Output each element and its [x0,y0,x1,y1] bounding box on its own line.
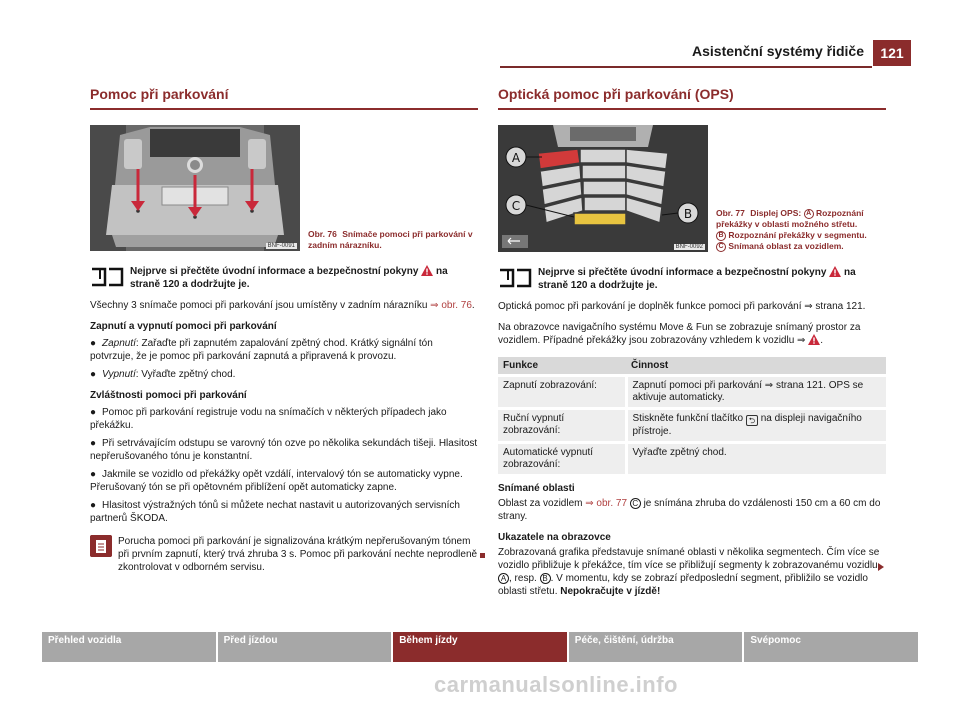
warning-triangle-icon [829,266,841,277]
figure-76-row [90,125,478,251]
intro-paragraph [90,299,478,312]
sensed-text-pre: Oblast za vozidlem [498,498,583,509]
table-cell: Ruční vypnutí zobrazování: [498,409,626,443]
function-button-icon: ⮌ [746,415,758,426]
table-cell: Automatické vypnutí zobrazování: [498,443,626,475]
safety-note [498,266,886,292]
rear-bumper-illustration [90,125,300,251]
caption-title: Displej OPS: [750,208,802,218]
section-end-mark [480,553,485,558]
list-item: ● Při setrvávajícím odstupu se varovný tón ozve po několika sekundách tišeji. Hlasitost nepřerušovaného tónu je konstantní. [90,438,478,462]
safety-note [90,265,478,291]
ops-paragraph-2: Na obrazovce navigačního systému Move & Fun se zobrazuje snímaný prostor za vozidlem. Případné překážky jsou zobrazovány vzhledem k vozidlu ⇒ . [498,322,861,346]
marker-b: B [540,573,551,584]
marker-a: A [498,573,509,584]
bullet-label: Zapnutí [102,338,136,349]
caption-text: Snímače pomoci při parkování v zadním nárazníku. [308,229,473,250]
intro-text: Všechny 3 snímače pomoci při parkování jsou umístěny v zadním nárazníku [90,300,428,311]
caption-marker-b: B [716,231,726,241]
figure-77-caption [716,208,886,252]
page-header [0,0,960,90]
table-cell [626,409,886,443]
table-header-action: Činnost [626,357,886,376]
bullet-text: Pomoc při parkování registruje vodu na snímačích v některých případech jako překážku. [90,407,447,431]
caption-b: Rozpoznání překážky v segmentu. [728,230,867,240]
note-text-post: na straně 120 a dodržujte je. [538,267,856,291]
figure-76-caption [308,229,478,251]
section-title-ops: Optická pomoc při parkování (OPS) [498,86,886,110]
indicators-text-b: , resp. [509,573,537,584]
caption-marker-a: A [804,209,814,219]
table-header-function: Funkce [498,357,626,376]
indicators-warning: Nepokračujte v jízdě! [560,586,661,597]
sensed-text-post: je snímána zhruba do vzdálenosti 150 cm a 60 cm do strany. [498,498,881,522]
tab-care-cleaning-maintenance[interactable]: Péče, čištění, údržba [569,632,743,662]
tab-before-driving[interactable]: Před jízdou [218,632,392,662]
left-column [90,86,478,574]
table-cell: Zapnutí zobrazování: [498,376,626,409]
bullet-text: Jakmile se vozidlo od překážky opět vzdálí, intervalový tón se automaticky vypne. Přerušovaný tón se při opětovném přiblížení opět automaticky zapne. [90,469,463,493]
figure-code: BNF-0091 [267,243,295,249]
subheading-screen-indicators: Ukazatele na obrazovce [498,532,611,543]
note-text-post: na straně 120 a dodržujte je. [130,266,448,290]
watermark: carmanualsonline.info [434,672,678,697]
caption-a: Rozpoznání překážky v oblasti možného střetu. [716,208,864,229]
figure-77-row [498,125,886,252]
list-item: ● Jakmile se vozidlo od překážky opět vzdálí, intervalový tón se automaticky vypne. Přerušovaný tón se při opětovném přiblížení opět automaticky zapne. [90,469,463,493]
book-icon [498,266,532,288]
tab-while-driving[interactable]: Během jízdy [393,632,567,662]
ops-display-illustration [498,125,708,252]
header-rule [500,66,872,68]
figure-code: BNF-0092 [675,244,703,250]
table-row [498,376,886,409]
label-a: A [511,151,521,165]
list-item: ● Pomoc při parkování registruje vodu na snímačích v některých případech jako překážku. [90,407,447,431]
page-number: 121 [873,40,911,66]
info-text: Porucha pomoci při parkování je signalizována krátkým nepřerušovaným tónem při prvním zapnutí, který trvá zhruba 3 s. Pomoc při parkování nechte neprodleně zkontrolovat v odborném servisu. [118,536,478,573]
sensed-areas-paragraph [498,497,886,523]
list-item: ● Zapnutí: Zařaďte při zapnutém zapalování zpětný chod. Krátký signální tón potvrzuje, že je pomoc při parkování zapnutá a připravená k provozu. [90,338,433,362]
table-row [498,443,886,475]
info-note [90,535,478,574]
ops-paragraph-1: Optická pomoc při parkování je doplněk funkce pomoci při parkování ⇒ strana 121. [498,301,866,312]
continue-arrow-icon [878,563,884,571]
section-title-parking-aid: Pomoc při parkování [90,86,478,110]
intro-end: . [471,300,475,311]
caption-number: Obr. 76 [308,229,337,239]
bullet-text: Při setrvávajícím odstupu se varovný tón ozve po několika sekundách tišeji. Hlasitost nepřerušovaného tónu je konstantní. [90,438,478,462]
warning-triangle-icon [808,334,820,345]
label-b: B [683,207,693,221]
indicators-paragraph [498,546,886,598]
table-row [498,409,886,443]
label-c: C [511,199,521,213]
caption-number: Obr. 77 [716,208,745,218]
chapter-tabs [42,632,918,662]
warning-triangle-icon [421,265,433,276]
tab-vehicle-overview[interactable]: Přehled vozidla [42,632,216,662]
chapter-title: Asistenční systémy řidiče [692,43,864,59]
right-column [498,86,886,598]
caption-marker-c: C [716,242,726,252]
figure-76 [90,125,300,251]
note-text-pre: Nejprve si přečtěte úvodní informace a bezpečnostní pokyny [538,267,827,278]
bullet-text: : Vyřaďte zpětný chod. [135,369,236,380]
subheading-specifics: Zvláštnosti pomoci při parkování [90,390,247,401]
caption-c: Snímaná oblast za vozidlem. [728,241,844,251]
ops-function-table [498,357,886,474]
indicators-text-c: . V momentu, kdy se zobrazí předposlední segment, přibližilo se vozidlo oblasti střetu. [498,573,868,597]
figure-77 [498,125,708,252]
table-cell-text: Stiskněte funkční tlačítko [632,413,744,424]
list-item: ● Vypnutí: Vyřaďte zpětný chod. [90,369,236,380]
subheading-sensed-areas: Snímané oblasti [498,483,575,494]
tab-self-help[interactable]: Svépomoc [744,632,918,662]
table-cell: Vyřaďte zpětný chod. [626,443,886,475]
list-item: ● Hlasitost výstražných tónů si můžete nechat nastavit u autorizovaných servisních partnerů ŠKODA. [90,500,460,524]
note-text-pre: Nejprve si přečtěte úvodní informace a bezpečnostní pokyny [130,266,419,277]
bullet-text: Hlasitost výstražných tónů si můžete nechat nastavit u autorizovaných servisních partnerů ŠKODA. [90,500,460,524]
bullet-text: : Zařaďte při zapnutém zapalování zpětný chod. Krátký signální tón potvrzuje, že je pomoc při parkování zapnutá a připravená k provozu. [90,338,433,362]
marker-c: C [630,498,641,509]
table-cell-text: na displeji navigačního přístroje. [632,413,862,437]
table-cell: Zapnutí pomoci při parkování ⇒ strana 121. OPS se aktivuje automaticky. [626,376,886,409]
figure-77-link[interactable]: ⇒ obr. 77 [585,498,628,509]
info-icon [90,535,112,557]
bullet-label: Vypnutí [102,369,136,380]
book-icon [90,265,124,287]
figure-76-link[interactable]: ⇒ obr. 76 [430,300,472,311]
subheading-on-off: Zapnutí a vypnutí pomoci při parkování [90,321,277,332]
ops-paragraph-2-text: Na obrazovce navigačního systému Move & Fun se zobrazuje snímaný prostor za vozidlem. Případné překážky jsou zobrazovány vzhledem k vozidlu ⇒ [498,322,861,346]
indicators-text-a: Zobrazovaná grafika představuje snímané oblasti v několika segmentech. Čím více se vozidlo přibližuje k překážce, tím více se přibližují segmenty k zobrazovanému vozidlu [498,547,880,571]
